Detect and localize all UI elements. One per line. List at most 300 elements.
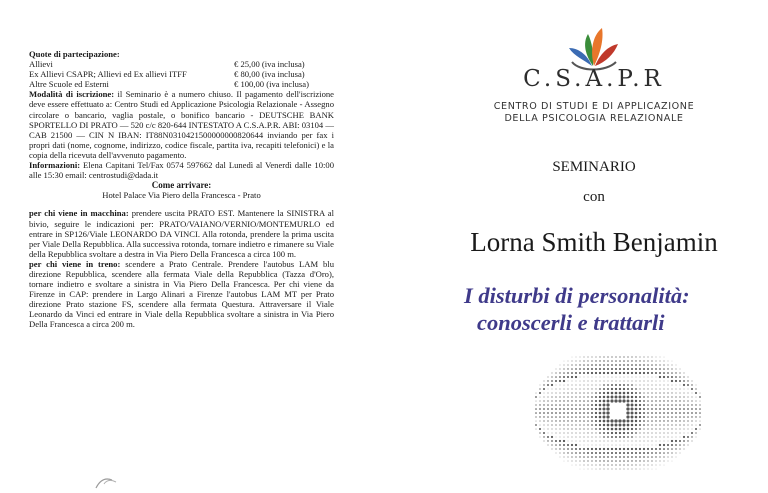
eye-dot: [687, 412, 689, 414]
eye-dot: [631, 384, 633, 386]
eye-dot: [551, 424, 552, 425]
eye-dot: [675, 376, 677, 378]
eye-dot: [663, 392, 664, 393]
eye-dot: [619, 432, 621, 434]
eye-dot: [683, 444, 684, 445]
eye-dot: [595, 452, 597, 454]
eye-dot: [635, 388, 637, 390]
eye-dot: [643, 364, 645, 366]
eye-dot: [644, 377, 645, 378]
eye-dot: [580, 465, 581, 466]
eye-dot: [663, 432, 664, 433]
eye-dot: [635, 360, 636, 361]
eye-dot: [643, 372, 645, 374]
eye-dot: [611, 364, 613, 366]
eye-dot: [588, 381, 589, 382]
eye-dot: [663, 448, 665, 450]
eye-dot: [595, 464, 596, 465]
eye-dot: [675, 396, 676, 397]
eye-dot: [643, 436, 644, 437]
eye-dot: [612, 441, 613, 442]
eye-dot: [667, 376, 669, 378]
eye-dot: [627, 356, 628, 357]
eye-dot: [607, 428, 609, 430]
eye-dot: [583, 408, 585, 410]
eye-dot: [548, 377, 549, 378]
eye-dot: [547, 436, 549, 438]
eye-dot: [588, 441, 589, 442]
eye-dot: [539, 408, 541, 410]
eye-dot: [616, 469, 617, 470]
eye-dot: [551, 412, 553, 414]
eye-dot: [659, 456, 660, 457]
eye-dot: [535, 412, 537, 414]
eye-dot: [635, 416, 638, 419]
eye-dot: [564, 361, 565, 362]
eye-dot: [547, 404, 549, 406]
eye-dot: [587, 420, 589, 422]
eye-dot: [579, 400, 580, 401]
eye-dot: [627, 452, 629, 454]
eye-dot: [643, 412, 645, 414]
eye-dot: [540, 397, 541, 398]
eye-dot: [656, 465, 657, 466]
eye-dot: [575, 416, 577, 418]
eye-dot: [623, 424, 626, 427]
eye-dot: [579, 388, 580, 389]
eye-dot: [555, 408, 557, 410]
eye-dot: [639, 424, 641, 426]
eye-dot: [614, 419, 617, 422]
eye-dot: [663, 416, 665, 418]
eye-dot: [563, 416, 565, 418]
eye-dot: [651, 368, 653, 370]
eye-dot: [575, 364, 576, 365]
eye-dot: [667, 444, 669, 446]
eye-dot: [579, 448, 581, 450]
eye-dot: [683, 420, 684, 421]
eye-dot: [584, 445, 585, 446]
eye-dot: [700, 401, 701, 402]
eye-dot: [572, 385, 573, 386]
eye-dot: [639, 360, 640, 361]
eye-dot: [668, 441, 669, 442]
eye-dot: [547, 440, 548, 441]
eye-dot: [644, 445, 645, 446]
eye-dot: [599, 448, 601, 450]
eye-dot: [691, 408, 693, 410]
eye-dot: [631, 360, 632, 361]
eye-dot: [579, 428, 580, 429]
eye-dot: [623, 448, 625, 450]
eye-dot: [624, 377, 625, 378]
eye-dot: [655, 452, 657, 454]
eye-dot: [687, 380, 688, 381]
eye-dot: [699, 404, 700, 405]
eye-dot: [691, 432, 693, 434]
eye-dot: [631, 452, 633, 454]
eye-dot: [552, 373, 553, 374]
eye-dot: [675, 420, 676, 421]
centro-line: DELLA PSICOLOGIA RELAZIONALE: [504, 113, 684, 124]
eye-dot: [564, 461, 565, 462]
eye-dot: [651, 428, 652, 429]
eye-dot: [648, 441, 649, 442]
eye-dot: [639, 392, 641, 394]
eye-dot: [624, 469, 625, 470]
eye-dot: [639, 432, 640, 433]
eye-dot: [615, 356, 616, 357]
eye-dot: [671, 392, 672, 393]
eye-dot: [699, 416, 700, 417]
eye-dot: [587, 392, 588, 393]
eye-dot: [679, 428, 680, 429]
eye-dot: [651, 448, 653, 450]
eye-dot: [656, 377, 657, 378]
eye-dot: [655, 400, 656, 401]
eye-dot: [544, 429, 545, 430]
eye-dot: [587, 396, 588, 397]
eye-dot: [668, 381, 669, 382]
eye-dot: [688, 445, 689, 446]
eye-dot: [595, 392, 597, 394]
eye-dot: [567, 368, 568, 369]
eye-dot: [548, 433, 549, 434]
eye-dot: [655, 388, 656, 389]
eye-dot: [615, 388, 617, 390]
eye-dot: [655, 408, 657, 410]
eye-dot: [599, 368, 601, 370]
eye-dot: [552, 433, 553, 434]
eye-dot: [652, 437, 653, 438]
eye-dot: [576, 385, 577, 386]
eye-dot: [699, 412, 701, 414]
eye-dot: [631, 460, 632, 461]
eye-dot: [624, 381, 625, 382]
eye-dot: [667, 416, 669, 418]
eye-dot: [583, 456, 585, 458]
eye-dot: [640, 445, 641, 446]
eye-dot: [591, 448, 593, 450]
macchina-paragraph: [29, 208, 334, 258]
eye-dot: [595, 368, 597, 370]
eye-dot: [567, 372, 569, 374]
eye-dot: [599, 396, 601, 398]
eye-dot: [623, 452, 625, 454]
eye-dot: [583, 452, 585, 454]
eye-dot: [659, 444, 661, 446]
eye-dot: [587, 400, 589, 402]
eye-dot: [659, 460, 660, 461]
eye-dot: [636, 469, 637, 470]
eye-dot: [635, 456, 637, 458]
eye-dot: [675, 408, 677, 410]
eye-dot: [559, 448, 560, 449]
quote-heading: Quote di partecipazione:: [29, 49, 120, 59]
eye-dot: [615, 360, 617, 362]
eye-dot: [627, 400, 630, 403]
eye-dot: [555, 448, 556, 449]
eye-dot: [615, 460, 617, 462]
eye-dot: [644, 441, 645, 442]
eye-dot: [575, 412, 577, 414]
eye-dot: [599, 400, 601, 402]
eye-dot: [696, 397, 697, 398]
eye-dot: [604, 381, 605, 382]
eye-dot: [539, 404, 540, 405]
eye-dot: [587, 384, 588, 385]
eye-dot: [571, 424, 572, 425]
eye-dot: [543, 420, 544, 421]
eye-dot: [567, 428, 568, 429]
eye-dot: [584, 377, 585, 378]
eye-dot: [671, 400, 672, 401]
eye-dot: [595, 436, 596, 437]
eye-dot: [544, 381, 545, 382]
eye-dot: [608, 445, 609, 446]
eye-dot: [652, 377, 653, 378]
eye-dot: [599, 452, 601, 454]
eye-dot: [607, 436, 609, 438]
eye-dot: [660, 465, 661, 466]
eye-dot: [559, 424, 560, 425]
eye-dot: [639, 388, 640, 389]
eye-dot: [603, 448, 605, 450]
eye-dot: [635, 448, 637, 450]
eye-dot: [572, 437, 573, 438]
eye-dot: [575, 424, 576, 425]
eye-dot: [556, 369, 557, 370]
eye-dot: [539, 416, 540, 417]
eye-dot: [683, 408, 685, 410]
eye-dot: [647, 460, 648, 461]
eye-dot: [591, 400, 593, 402]
eye-dot: [571, 408, 573, 410]
eye-dot: [571, 452, 573, 454]
eye-dot: [599, 432, 601, 434]
eye-dot: [659, 428, 660, 429]
eye-dot: [695, 392, 697, 394]
eye-dot: [639, 364, 641, 366]
eye-dot: [611, 432, 613, 434]
eye-dot: [659, 452, 661, 454]
eye-dot: [660, 437, 661, 438]
logo-text: C.S.A.P.R: [523, 66, 665, 92]
eye-dot: [559, 420, 560, 421]
eye-dot: [580, 469, 581, 470]
eye-dot: [627, 420, 630, 423]
eye-dot: [671, 376, 673, 378]
eye-dot: [587, 368, 589, 370]
eye-dot: [655, 368, 657, 370]
eye-dot: [647, 432, 648, 433]
eye-dot: [603, 360, 604, 361]
eye-dot: [568, 461, 569, 462]
eye-dot: [603, 452, 605, 454]
eye-dot: [583, 432, 584, 433]
eye-dot: [679, 392, 680, 393]
eye-dot: [555, 444, 557, 446]
eye-dot: [563, 376, 565, 378]
eye-dot: [626, 407, 629, 410]
eye-dot: [559, 444, 561, 446]
eye-dot: [640, 381, 641, 382]
eye-dot: [688, 393, 689, 394]
eye-dot: [560, 437, 561, 438]
eye-dot: [691, 404, 692, 405]
venue-address: Hotel Palace Via Piero della Francesca - Prato: [102, 190, 261, 201]
eye-dot: [695, 400, 696, 401]
eye-dot: [591, 372, 593, 374]
eye-dot: [583, 412, 585, 414]
eye-dot: [607, 356, 608, 357]
eye-dot: [631, 416, 634, 419]
eye-dot: [571, 372, 573, 374]
eye-dot: [688, 433, 689, 434]
eye-dot: [620, 469, 621, 470]
eye-dot: [635, 392, 637, 394]
eye-dot: [583, 416, 585, 418]
eye-dot: [591, 452, 593, 454]
eye-dot: [635, 412, 638, 415]
quote-name: Altre Scuole ed Esterni: [29, 79, 109, 90]
eye-dot: [627, 364, 629, 366]
eye-dot: [623, 456, 625, 458]
eye-dot: [699, 408, 701, 410]
eye-dot: [616, 441, 617, 442]
eye-dot: [591, 424, 593, 426]
eye-dot: [547, 384, 549, 386]
eye-dot: [627, 428, 629, 430]
eye-dot: [563, 408, 565, 410]
eye-dot: [603, 412, 606, 415]
eye-dot: [664, 441, 665, 442]
eye-dot: [695, 408, 697, 410]
eye-dot: [631, 404, 634, 407]
quote-price: € 25,00 (iva inclusa): [234, 59, 305, 70]
eye-dot: [571, 412, 573, 414]
eye-dot: [671, 416, 673, 418]
eye-dot: [671, 444, 673, 446]
eye-dot: [648, 377, 649, 378]
eye-dot: [615, 456, 617, 458]
eye-dot: [560, 457, 561, 458]
eye-dot: [567, 420, 568, 421]
eye-dot: [563, 400, 564, 401]
eye-dot: [567, 364, 568, 365]
eye-dot: [615, 384, 617, 386]
eye-dot: [543, 384, 544, 385]
eye-dot: [572, 357, 573, 358]
eye-dot: [626, 403, 629, 406]
eye-dot: [595, 460, 596, 461]
eye-dot: [659, 376, 661, 378]
eye-dot: [576, 381, 577, 382]
eye-dot: [607, 456, 609, 458]
eye-dot: [659, 388, 660, 389]
eye-dot: [587, 436, 588, 437]
eye-dot: [592, 441, 593, 442]
eye-dot: [672, 361, 673, 362]
eye-dot: [568, 385, 569, 386]
eye-dot: [584, 381, 585, 382]
eye-dot: [631, 412, 634, 415]
eye-dot: [631, 368, 633, 370]
eye-dot: [652, 445, 653, 446]
eye-dot: [551, 408, 553, 410]
eye-dot: [667, 432, 668, 433]
decorative-mark-icon: [92, 470, 122, 490]
modalita-text: il Seminario è a numero chiuso. Il pagamento dell'iscrizione deve essere effettuato a: Centro Studi ed Applicazione Psicologia Relazionale - Assegno circolare o bancario, vaglia postale, o bonifico bancario - DEUTSCHE BANK SPORTELLO DI PRATO — 520 c/c 820-644 INTESTATO A C.S.A.P.R. ABI: 03104 — CAB 21500 — CIN N IBAN: IT88N0310421500000000820644 inviando per fax i propri dati (nome, cognome, indirizzo, codice fiscale, partita iva, recapiti telefonici) e la copia della ricevuta dell'avvenuto pagamento.: [29, 89, 334, 160]
eye-dot: [588, 445, 589, 446]
eye-dot: [564, 457, 565, 458]
eye-dot: [587, 448, 589, 450]
eye-dot: [651, 408, 653, 410]
quote-price: € 100,00 (iva inclusa): [234, 79, 309, 90]
eye-dot: [628, 441, 629, 442]
eye-dot: [563, 412, 565, 414]
eye-dot: [591, 364, 593, 366]
eye-dot: [610, 399, 613, 402]
eye-dot: [643, 384, 644, 385]
eye-dot: [604, 441, 605, 442]
eye-dot: [671, 404, 673, 406]
eye-dot: [551, 376, 552, 377]
eye-dot: [575, 404, 577, 406]
eye-dot: [687, 396, 688, 397]
eye-dot: [555, 392, 556, 393]
eye-dot: [595, 416, 597, 418]
eye-dot: [571, 456, 572, 457]
eye-dot: [683, 416, 685, 418]
eye-dot: [559, 404, 561, 406]
eye-dot: [547, 380, 548, 381]
eye-dot: [652, 441, 653, 442]
eye-dot: [688, 389, 689, 390]
eye-dot: [663, 396, 664, 397]
eye-dot: [579, 396, 580, 397]
eye-dot: [663, 420, 664, 421]
eye-dot: [667, 448, 669, 450]
eye-dot: [631, 408, 634, 411]
eye-dot: [671, 412, 673, 414]
eye-dot: [587, 428, 588, 429]
eye-dot: [664, 381, 665, 382]
eye-dot: [663, 388, 664, 389]
eye-dot: [579, 452, 581, 454]
eye-dot: [695, 404, 696, 405]
eye-dot: [604, 469, 605, 470]
eye-dot: [539, 428, 541, 430]
eye-dot: [647, 384, 648, 385]
eye-dot: [543, 388, 545, 390]
eye-dot: [611, 368, 613, 370]
eye-dot: [579, 420, 580, 421]
eye-dot: [636, 441, 637, 442]
eye-dot: [603, 424, 605, 426]
eye-dot: [676, 365, 677, 366]
eye-dot: [643, 456, 645, 458]
eye-dot: [643, 420, 645, 422]
eye-dot: [675, 428, 676, 429]
eye-dot: [647, 396, 648, 397]
eye-dot: [631, 420, 634, 423]
eye-dot: [655, 416, 657, 418]
eye-dot: [580, 437, 581, 438]
eye-dot: [627, 396, 630, 399]
eye-dot: [647, 456, 649, 458]
eye-dot: [559, 452, 560, 453]
